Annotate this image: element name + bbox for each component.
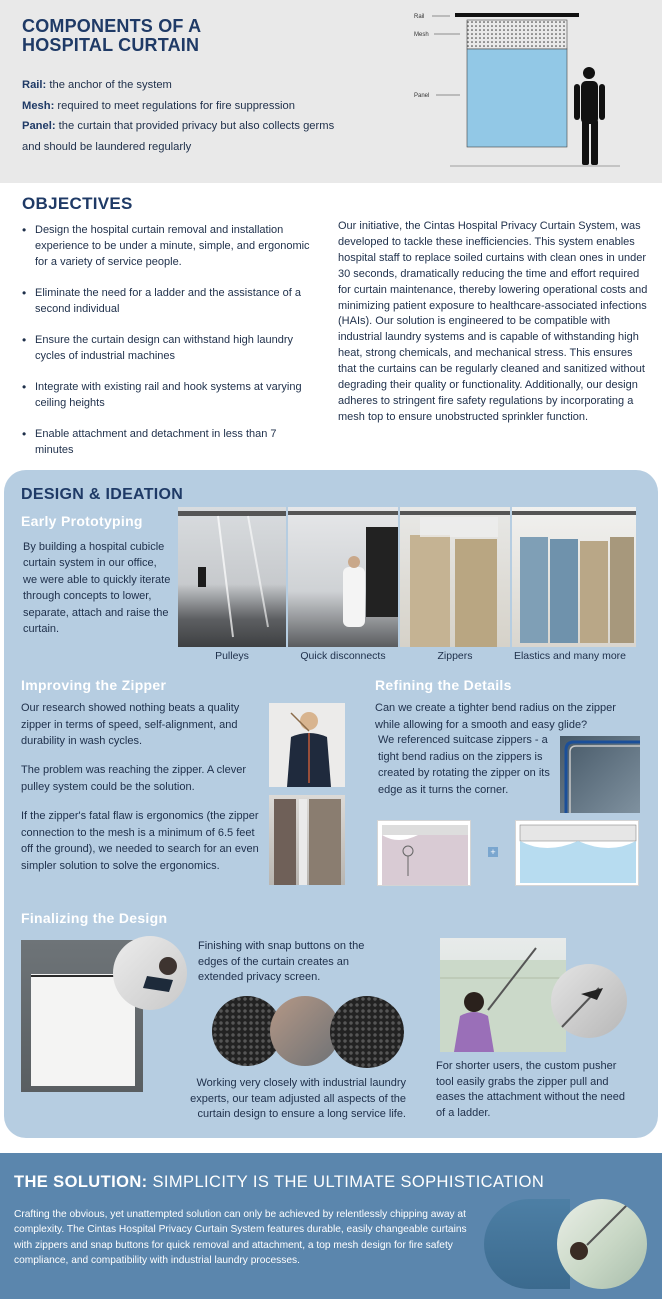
mesh-shape: [467, 20, 567, 49]
sketch-bend-1: [377, 820, 471, 886]
curtain-diagram: [410, 8, 635, 173]
panel-shape: [467, 49, 567, 147]
rail-label: Rail: [414, 14, 425, 20]
photo-quick-disconnects: [288, 507, 398, 647]
zipper-text-2: The problem was reaching the zipper. A clever pulley system could be the solution.: [21, 764, 247, 793]
early-prototyping-title: Early Prototyping: [21, 513, 143, 529]
solution-title: THE SOLUTION: SIMPLICITY IS THE ULTIMATE SOPHISTICATION: [14, 1173, 545, 1191]
sketch-bend-2: [515, 820, 639, 886]
photo-suitcase-zipper: [560, 736, 640, 813]
mesh-label: Mesh: [414, 32, 429, 38]
refining-text: We referenced suitcase zippers - a tight bend radius on the zippers is created by rotating the zipper on its edge as it turns the corner.: [378, 734, 550, 796]
caption-pulleys: Pulleys: [215, 650, 249, 662]
caption-zippers: Zippers: [437, 650, 473, 662]
solution-text: Crafting the obvious, yet unattempted solution can only be achieved by relentlessly chipping away at complexity. The Cintas Hospital Privacy Curtain System features durable, easily changeable curtains with zippers and snap buttons for quick removal and attachment, a top mesh design for fire safety compliance, and compatibility with industrial laundry processes.: [14, 1209, 467, 1266]
photo-solution-user: [557, 1199, 647, 1289]
improving-zipper-title: Improving the Zipper: [21, 677, 167, 693]
objective-item: • Eliminate the need for a ladder and the assistance of a second individual: [22, 285, 317, 317]
pusher-text: For shorter users, the custom pusher tool easily grabs the zipper pull and eases the attachment without the need of a ladder.: [436, 1060, 625, 1119]
objectives-list: [22, 222, 317, 473]
objective-item: • Ensure the curtain design can withstand high laundry cycles of industrial machines: [22, 332, 317, 364]
panel-label: Panel: [414, 93, 430, 99]
component-panel: Panel: the curtain that provided privacy but also collects germs and should be laundered regularly: [22, 120, 335, 153]
snap-text: Finishing with snap buttons on the edges of the curtain creates an extended privacy screen.: [198, 940, 365, 984]
photo-pusher-tool: [440, 938, 566, 1052]
objectives-title: OBJECTIVES: [22, 194, 133, 213]
components-list: [22, 75, 342, 157]
objective-item: • Integrate with existing rail and hook systems at varying ceiling heights: [22, 379, 317, 411]
objectives-paragraph: Our initiative, the Cintas Hospital Privacy Curtain System, was developed to tackle these inefficiencies. This system enables hospital staff to replace soiled curtains with clean ones in under 30 seconds, dramatically reducing the time and effort required for curtain maintenance, thereby lowering operational costs and minimizing patient exposure to healthcare-associated infections (HAIs). Our solution is engineered to be compatible with industrial laundry systems and is capable of withstanding high heat, strong chemicals, and mechanical stress. This ensures that the curtains can be regularly cleaned and sanitized without degrading their quality or functionality. Additionally, our design adheres to stringent fire safety regulations by incorporating a mesh top to ensure unobstructed sprinkler function.: [338, 220, 648, 423]
component-mesh: Mesh: required to meet regulations for fire suppression: [22, 99, 295, 112]
caption-quick-disconnects: Quick disconnects: [300, 650, 386, 662]
refining-details-title: Refining the Details: [375, 677, 512, 693]
zipper-text-3: If the zipper's fatal flaw is ergonomics (the zipper connection to the mesh is a minimum of 6.5 feet off the ground), we needed to search for an even simpler solution to solve the ergonomics.: [21, 810, 259, 872]
rail-shape: [455, 13, 579, 17]
design-title: DESIGN & IDEATION: [21, 486, 184, 503]
finalizing-design-title: Finalizing the Design: [21, 910, 168, 926]
caption-elastics: Elastics and many more: [513, 650, 627, 662]
early-prototyping-text: By building a hospital cubicle curtain system in our office, we were able to quickly iterate through concepts to lower, separate, attach and raise the curtain.: [23, 541, 171, 636]
photo-back-zipper: [269, 703, 345, 787]
person-silhouette-icon: [574, 67, 605, 165]
components-title: COMPONENTS OF A HOSPITAL CURTAIN: [22, 16, 201, 55]
refining-question: Can we create a tighter bend radius on the zipper while allowing for a smooth and easy glide?: [375, 702, 616, 731]
solution-section: [0, 1153, 662, 1299]
photo-zippers: [400, 507, 510, 647]
laundry-text: Working very closely with industrial laundry experts, our team adjusted all aspects of the curtain design to ensure a long service life.: [190, 1077, 406, 1121]
plus-icon: +: [488, 847, 498, 857]
objective-item: • Design the hospital curtain removal and installation experience to be under a minute, simple, and ergonomic for a variety of service people.: [22, 222, 317, 270]
photo-pulley-curtain: [269, 795, 345, 885]
photo-elastics: [512, 507, 636, 647]
zipper-text-1: Our research showed nothing beats a quality zipper in terms of speed, self-alignment, and durability in wash cycles.: [21, 702, 240, 747]
photo-mesh-3: [330, 996, 404, 1068]
design-ideation-section: [4, 470, 658, 1138]
photo-pusher-detail: [551, 964, 627, 1038]
components-section: [0, 0, 662, 183]
component-rail: Rail: the anchor of the system: [22, 79, 172, 91]
objective-item: • Enable attachment and detachment in less than 7 minutes: [22, 426, 317, 458]
photo-pulleys: [178, 507, 286, 647]
photo-snap-detail: [113, 936, 187, 1010]
